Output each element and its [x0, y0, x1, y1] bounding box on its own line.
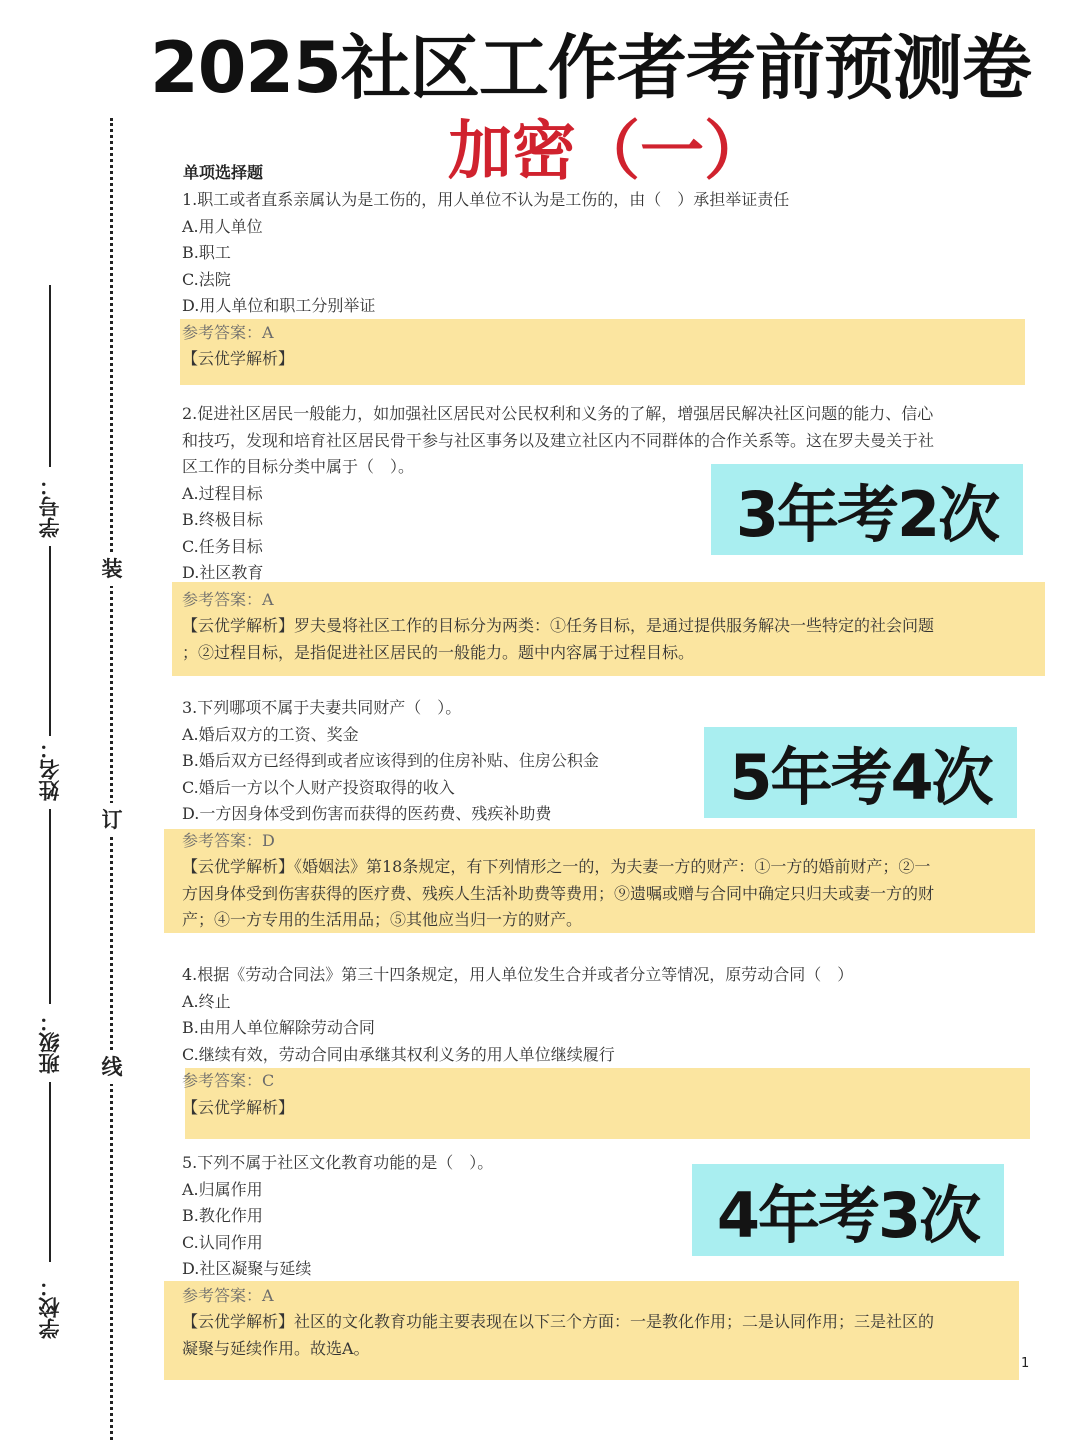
reference-answer: 参考答案：D: [182, 831, 275, 850]
option: C.法院: [182, 270, 231, 289]
option: D.社区凝聚与延续: [182, 1259, 312, 1278]
reference-answer: 参考答案：C: [182, 1071, 275, 1090]
option: C.任务目标: [182, 537, 263, 556]
question-stem: 2.促进社区居民一般能力，如加强社区居民对公民权利和义务的了解，增强居民解决社区问题的能力、信心: [182, 404, 934, 423]
student-id-label: 学号：: [37, 475, 62, 538]
class-line: [49, 1082, 51, 1262]
student-id-line: [49, 285, 51, 467]
option: A.过程目标: [182, 484, 263, 503]
binding-char-ding: 订: [98, 803, 126, 837]
question-stem: 3.下列哪项不属于夫妻共同财产（ ）。: [182, 698, 462, 717]
option: B.婚后双方已经得到或者应该得到的住房补贴、住房公积金: [182, 751, 599, 770]
binding-char-xian: 线: [98, 1050, 126, 1084]
option: D.一方因身体受到伤害而获得的医药费、残疾补助费: [182, 804, 552, 823]
question-stem: 4.根据《劳动合同法》第三十四条规定，用人单位发生合并或者分立等情况，原劳动合同（ ）: [182, 965, 854, 984]
analysis: 【云优学解析】: [182, 349, 295, 368]
frequency-tag: 5年考4次: [704, 727, 1017, 818]
binding-dotted-line: [110, 118, 113, 1440]
reference-answer: 参考答案：A: [182, 323, 274, 342]
option: A.终止: [182, 992, 231, 1011]
reference-answer: 参考答案：A: [182, 590, 274, 609]
analysis: 产；④一方专用的生活用品；⑤其他应当归一方的财产。: [182, 910, 583, 929]
option: C.继续有效，劳动合同由承继其权利义务的用人单位继续履行: [182, 1045, 615, 1064]
frequency-tag: 4年考3次: [692, 1164, 1004, 1256]
reference-answer: 参考答案：A: [182, 1286, 274, 1305]
binding-char-zhuang: 装: [98, 552, 126, 586]
answer-highlight-4: [185, 1068, 1030, 1139]
question-stem: 5.下列不属于社区文化教育功能的是（ ）。: [182, 1153, 494, 1172]
student-id-line-lower: [49, 546, 51, 736]
class-field: [30, 1003, 70, 1262]
question-stem: 区工作的目标分类中属于（ ）。: [182, 457, 415, 476]
student-id-field: [30, 285, 70, 736]
answer-highlight-1: [180, 319, 1025, 385]
option: B.教化作用: [182, 1206, 263, 1225]
name-line: [49, 809, 51, 1004]
question-stem: 和技巧，发现和培育社区居民骨干参与社区事务以及建立社区内不同群体的合作关系等。这在罗夫曼关于社: [182, 431, 935, 450]
frequency-tag: 3年考2次: [711, 464, 1023, 555]
analysis: 【云优学解析】社区的文化教育功能主要表现在以下三个方面：一是教化作用；二是认同作用；三是社区的: [182, 1312, 935, 1331]
name-label: 姓名：: [37, 738, 62, 801]
page-title: 2025社区工作者考前预测卷: [150, 27, 1031, 109]
option: C.认同作用: [182, 1233, 263, 1252]
option: C.婚后一方以个人财产投资取得的收入: [182, 778, 455, 797]
analysis: 凝聚与延续作用。故选A。: [182, 1339, 370, 1358]
option: B.终极目标: [182, 510, 263, 529]
analysis: 【云优学解析】罗夫曼将社区工作的目标分为两类：①任务目标，是通过提供服务解决一些特定的社会问题: [182, 616, 935, 635]
school-field: [30, 1268, 70, 1347]
option: A.归属作用: [182, 1180, 263, 1199]
analysis: 方因身体受到伤害获得的医疗费、残疾人生活补助费等费用；⑨遗嘱或赠与合同中确定只归夫或妻一方的财: [182, 884, 935, 903]
analysis: 【云优学解析】《婚姻法》第18条规定，有下列情形之一的，为夫妻一方的财产：①一方的婚前财产；②一: [182, 857, 931, 876]
page-number: 1: [1021, 1356, 1030, 1371]
option: A.婚后双方的工资、奖金: [182, 725, 359, 744]
option: D.社区教育: [182, 563, 264, 582]
option: D.用人单位和职工分别举证: [182, 296, 376, 315]
analysis: ；②过程目标，是指促进社区居民的一般能力。题中内容属于过程目标。: [182, 643, 695, 662]
question-stem: 1.职工或者直系亲属认为是工伤的，用人单位不认为是工伤的，由（ ）承担举证责任: [182, 190, 790, 209]
name-field: [30, 730, 70, 1004]
option: B.职工: [182, 243, 231, 262]
page-subtitle: 加密（一）: [448, 115, 768, 189]
school-label: 学校：: [37, 1276, 62, 1339]
class-label: 班级：: [37, 1011, 62, 1074]
analysis: 【云优学解析】: [182, 1098, 295, 1117]
option: B.由用人单位解除劳动合同: [182, 1018, 375, 1037]
section-heading: 单项选择题: [183, 163, 264, 182]
option: A.用人单位: [182, 217, 263, 236]
